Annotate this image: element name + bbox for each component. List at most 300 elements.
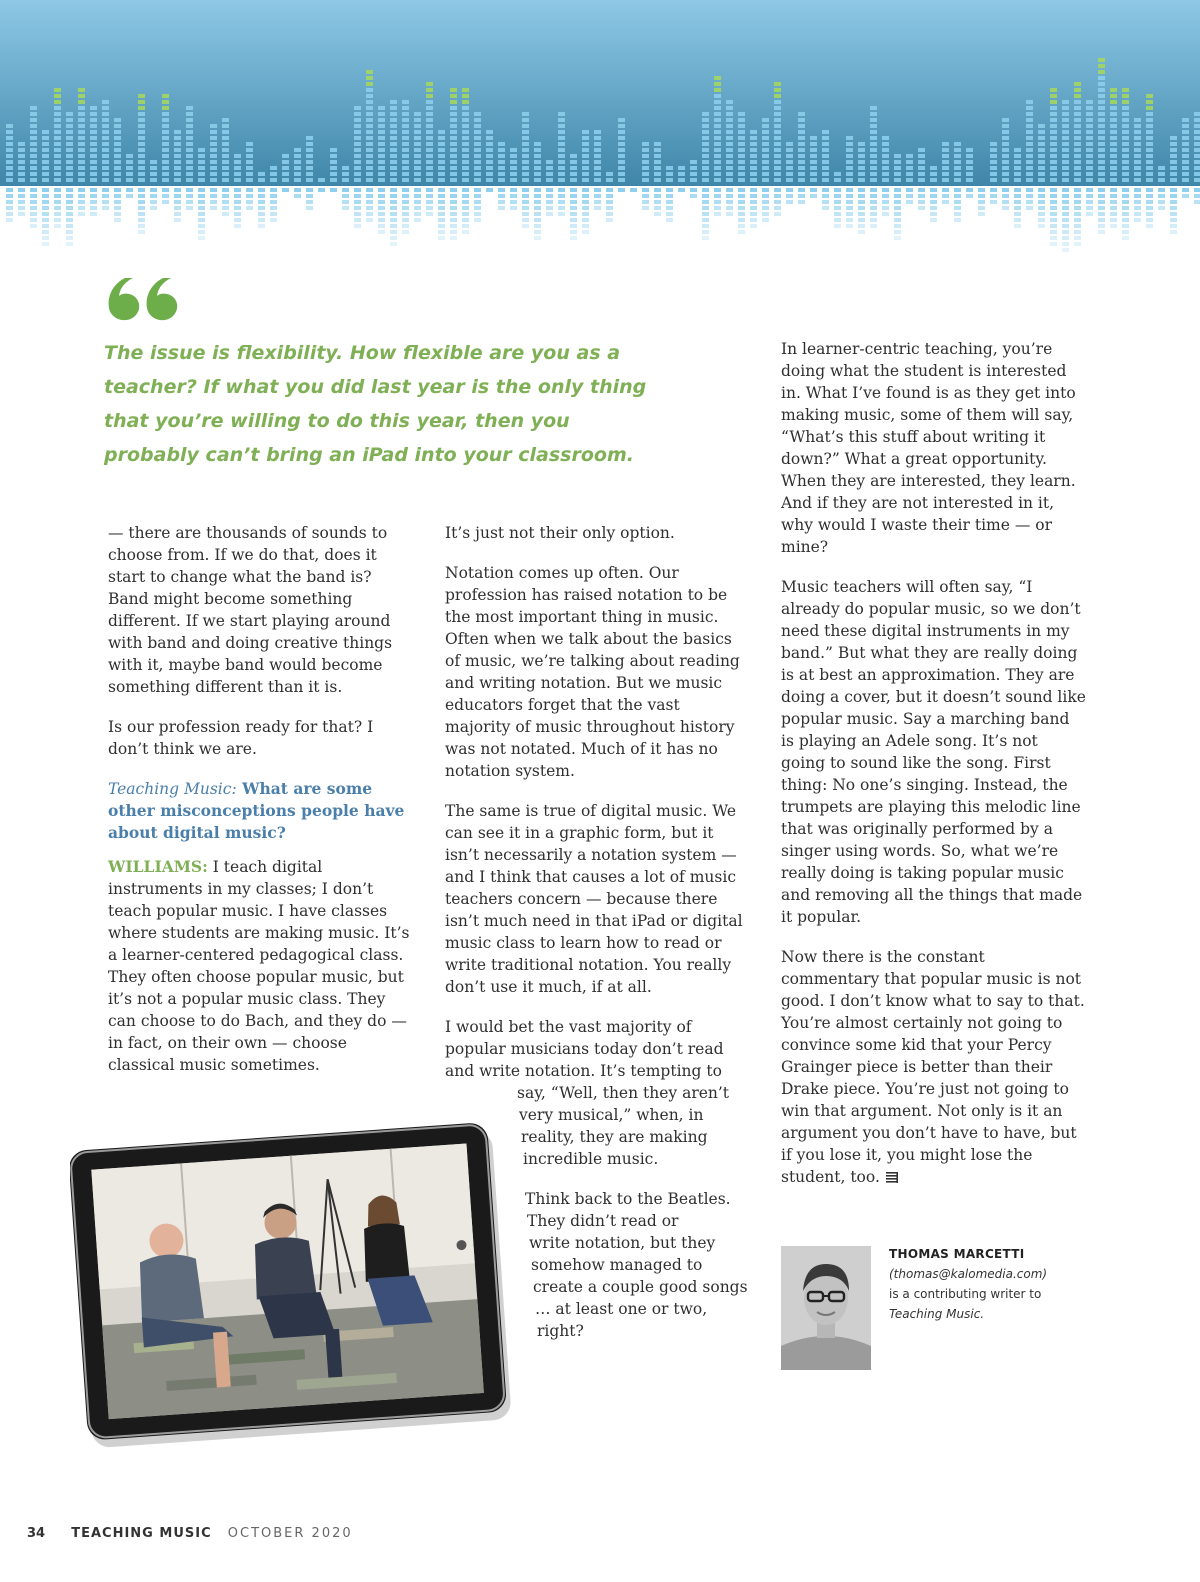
equalizer-segment: [162, 160, 169, 164]
equalizer-segment: [402, 172, 409, 176]
equalizer-segment: [1026, 118, 1033, 122]
equalizer-segment: [618, 160, 625, 164]
text-line: They didn’t read or: [527, 1212, 679, 1230]
equalizer-segment: [702, 160, 709, 164]
equalizer-reflection-segment: [198, 212, 205, 216]
equalizer-reflection-segment: [246, 194, 253, 198]
equalizer-segment: [354, 172, 361, 176]
equalizer-segment: [150, 172, 157, 176]
equalizer-reflection-segment: [546, 212, 553, 216]
equalizer-segment: [474, 166, 481, 170]
equalizer-segment: [1014, 160, 1021, 164]
equalizer-segment: [1158, 178, 1165, 182]
equalizer-segment: [1074, 82, 1081, 86]
equalizer-segment: [894, 172, 901, 176]
equalizer-segment: [618, 154, 625, 158]
equalizer-segment: [1170, 166, 1177, 170]
equalizer-segment: [30, 106, 37, 110]
equalizer-segment: [1050, 88, 1057, 92]
equalizer-segment: [210, 172, 217, 176]
equalizer-segment: [366, 82, 373, 86]
equalizer-reflection-segment: [594, 200, 601, 204]
equalizer-segment: [714, 76, 721, 80]
equalizer-reflection-segment: [462, 200, 469, 204]
equalizer-segment: [114, 160, 121, 164]
equalizer-segment: [414, 112, 421, 116]
equalizer-segment: [438, 154, 445, 158]
equalizer-reflection-segment: [534, 224, 541, 228]
equalizer-segment: [78, 94, 85, 98]
text-line: right?: [537, 1322, 584, 1340]
equalizer-segment: [486, 166, 493, 170]
equalizer-segment: [330, 160, 337, 164]
equalizer-segment: [1038, 130, 1045, 134]
equalizer-segment: [354, 178, 361, 182]
equalizer-segment: [642, 142, 649, 146]
equalizer-segment: [906, 172, 913, 176]
equalizer-segment: [342, 172, 349, 176]
equalizer-reflection-segment: [522, 212, 529, 216]
equalizer-reflection-segment: [570, 194, 577, 198]
equalizer-reflection-segment: [1122, 206, 1129, 210]
equalizer-segment: [534, 178, 541, 182]
equalizer-reflection-segment: [390, 224, 397, 228]
equalizer-segment: [870, 112, 877, 116]
equalizer-segment: [1110, 106, 1117, 110]
equalizer-reflection-segment: [498, 200, 505, 204]
equalizer-segment: [954, 172, 961, 176]
equalizer-reflection-segment: [1098, 188, 1105, 192]
equalizer-segment: [1074, 148, 1081, 152]
equalizer-segment: [162, 148, 169, 152]
equalizer-reflection-segment: [666, 188, 673, 192]
equalizer-reflection-segment: [6, 188, 13, 192]
equalizer-segment: [378, 142, 385, 146]
equalizer-segment: [354, 106, 361, 110]
equalizer-segment: [858, 142, 865, 146]
equalizer-segment: [462, 148, 469, 152]
equalizer-segment: [618, 124, 625, 128]
equalizer-reflection-segment: [1146, 200, 1153, 204]
equalizer-reflection-segment: [390, 242, 397, 246]
equalizer-segment: [186, 172, 193, 176]
equalizer-segment: [66, 154, 73, 158]
equalizer-reflection-segment: [582, 200, 589, 204]
equalizer-reflection-segment: [1122, 218, 1129, 222]
equalizer-segment: [714, 94, 721, 98]
equalizer-segment: [1122, 124, 1129, 128]
equalizer-reflection-segment: [546, 206, 553, 210]
equalizer-reflection-segment: [414, 206, 421, 210]
tablet-classroom-photo: [70, 1122, 515, 1452]
equalizer-reflection-segment: [930, 218, 937, 222]
equalizer-reflection-segment: [846, 194, 853, 198]
equalizer-reflection-segment: [378, 224, 385, 228]
equalizer-segment: [714, 166, 721, 170]
equalizer-reflection-segment: [606, 194, 613, 198]
equalizer-segment: [1074, 172, 1081, 176]
equalizer-reflection-segment: [402, 200, 409, 204]
equalizer-segment: [462, 88, 469, 92]
equalizer-reflection-segment: [978, 212, 985, 216]
equalizer-segment: [246, 148, 253, 152]
equalizer-reflection-segment: [222, 194, 229, 198]
paragraph: The same is true of digital music. We can see it in a graphic form, but it isn’t necessarily a notation system — and I think that causes a lot of music teachers concern — because there isn’t much need in that iPad or digital music class to learn how to read or write traditional notation. You really don’t use it much, if at all.: [445, 802, 743, 996]
equalizer-reflection-segment: [726, 188, 733, 192]
equalizer-segment: [570, 160, 577, 164]
equalizer-reflection-segment: [90, 188, 97, 192]
equalizer-reflection-segment: [474, 194, 481, 198]
equalizer-segment: [798, 124, 805, 128]
equalizer-segment: [702, 166, 709, 170]
equalizer-segment: [6, 160, 13, 164]
equalizer-reflection-segment: [30, 218, 37, 222]
equalizer-segment: [882, 172, 889, 176]
equalizer-segment: [1062, 136, 1069, 140]
equalizer-segment: [1146, 124, 1153, 128]
equalizer-segment: [426, 124, 433, 128]
equalizer-segment: [1026, 160, 1033, 164]
equalizer-segment: [558, 136, 565, 140]
equalizer-segment: [594, 154, 601, 158]
equalizer-segment: [210, 130, 217, 134]
equalizer-reflection-segment: [954, 212, 961, 216]
equalizer-segment: [54, 124, 61, 128]
equalizer-segment: [90, 112, 97, 116]
equalizer-segment: [1110, 178, 1117, 182]
paragraph: — there are thousands of sounds to choose from. If we do that, does it start to change what the band is? Band might become something different. If we start playing around with band and doing creative things with it, maybe band would become something different than it is.: [108, 524, 393, 696]
equalizer-segment: [474, 178, 481, 182]
equalizer-segment: [726, 130, 733, 134]
equalizer-segment: [654, 172, 661, 176]
equalizer-reflection-segment: [234, 224, 241, 228]
text-line: reality, they are making: [521, 1128, 708, 1146]
equalizer-reflection-segment: [378, 206, 385, 210]
equalizer-reflection-segment: [198, 230, 205, 234]
equalizer-segment: [1146, 130, 1153, 134]
equalizer-segment: [378, 148, 385, 152]
equalizer-segment: [18, 142, 25, 146]
equalizer-segment: [882, 154, 889, 158]
equalizer-segment: [894, 160, 901, 164]
equalizer-segment: [918, 148, 925, 152]
equalizer-segment: [18, 160, 25, 164]
equalizer-segment: [54, 106, 61, 110]
equalizer-segment: [30, 178, 37, 182]
text-line: write notation, but they: [529, 1234, 716, 1252]
equalizer-reflection-segment: [978, 194, 985, 198]
equalizer-reflection-segment: [1014, 194, 1021, 198]
equalizer-segment: [54, 100, 61, 104]
equalizer-segment: [882, 160, 889, 164]
equalizer-segment: [1038, 172, 1045, 176]
equalizer-segment: [1050, 136, 1057, 140]
equalizer-segment: [870, 118, 877, 122]
equalizer-segment: [438, 148, 445, 152]
equalizer-segment: [306, 142, 313, 146]
equalizer-segment: [690, 172, 697, 176]
equalizer-reflection-segment: [894, 236, 901, 240]
equalizer-segment: [1134, 118, 1141, 122]
equalizer-segment: [42, 178, 49, 182]
equalizer-segment: [1026, 106, 1033, 110]
equalizer-reflection-segment: [738, 188, 745, 192]
equalizer-reflection-segment: [1110, 188, 1117, 192]
equalizer-segment: [918, 154, 925, 158]
equalizer-reflection-segment: [834, 206, 841, 210]
equalizer-segment: [762, 130, 769, 134]
equalizer-reflection-segment: [786, 200, 793, 204]
equalizer-segment: [1122, 160, 1129, 164]
equalizer-reflection-segment: [294, 188, 301, 192]
equalizer-segment: [162, 142, 169, 146]
equalizer-segment: [774, 172, 781, 176]
equalizer-reflection-segment: [1026, 188, 1033, 192]
text-line: somehow managed to: [531, 1256, 703, 1274]
equalizer-reflection-segment: [354, 200, 361, 204]
equalizer-segment: [18, 148, 25, 152]
equalizer-reflection-segment: [138, 230, 145, 234]
equalizer-reflection-segment: [894, 194, 901, 198]
equalizer-segment: [1038, 154, 1045, 158]
equalizer-segment: [870, 178, 877, 182]
equalizer-reflection-segment: [870, 200, 877, 204]
equalizer-reflection-segment: [762, 200, 769, 204]
equalizer-segment: [366, 118, 373, 122]
equalizer-segment: [210, 136, 217, 140]
equalizer-segment: [462, 130, 469, 134]
equalizer-segment: [1146, 166, 1153, 170]
equalizer-reflection-segment: [954, 188, 961, 192]
equalizer-reflection-segment: [306, 194, 313, 198]
equalizer-reflection-segment: [54, 224, 61, 228]
equalizer-segment: [558, 130, 565, 134]
equalizer-segment: [174, 130, 181, 134]
equalizer-reflection-segment: [1146, 224, 1153, 228]
author-email: (thomas@kalomedia.com): [889, 1267, 1048, 1281]
equalizer-reflection-segment: [858, 188, 865, 192]
equalizer-segment: [450, 160, 457, 164]
equalizer-reflection-segment: [858, 200, 865, 204]
equalizer-reflection-segment: [702, 206, 709, 210]
equalizer-segment: [246, 154, 253, 158]
equalizer-reflection-segment: [894, 188, 901, 192]
equalizer-reflection-segment: [42, 236, 49, 240]
equalizer-reflection-segment: [258, 218, 265, 222]
equalizer-segment: [486, 160, 493, 164]
equalizer-segment: [858, 160, 865, 164]
equalizer-reflection-segment: [702, 200, 709, 204]
equalizer-segment: [738, 172, 745, 176]
equalizer-segment: [126, 160, 133, 164]
equalizer-segment: [822, 154, 829, 158]
equalizer-reflection-segment: [330, 188, 337, 192]
equalizer-reflection-segment: [1026, 206, 1033, 210]
equalizer-segment: [774, 148, 781, 152]
equalizer-segment: [510, 154, 517, 158]
equalizer-segment: [522, 148, 529, 152]
equalizer-reflection-segment: [726, 206, 733, 210]
equalizer-reflection-segment: [402, 188, 409, 192]
equalizer-reflection-segment: [1110, 206, 1117, 210]
equalizer-reflection-segment: [258, 224, 265, 228]
equalizer-segment: [1182, 124, 1189, 128]
equalizer-segment: [714, 136, 721, 140]
equalizer-segment: [450, 178, 457, 182]
equalizer-segment: [366, 166, 373, 170]
equalizer-segment: [450, 172, 457, 176]
equalizer-segment: [1158, 172, 1165, 176]
equalizer-segment: [1110, 130, 1117, 134]
equalizer-segment: [306, 136, 313, 140]
equalizer-reflection-segment: [774, 206, 781, 210]
equalizer-segment: [1086, 112, 1093, 116]
equalizer-segment: [1146, 178, 1153, 182]
equalizer-segment: [390, 160, 397, 164]
equalizer-segment: [402, 112, 409, 116]
equalizer-reflection-segment: [66, 212, 73, 216]
equalizer-reflection-segment: [774, 212, 781, 216]
equalizer-segment: [474, 130, 481, 134]
equalizer-segment: [906, 166, 913, 170]
text-line: … at least one or two,: [535, 1300, 708, 1318]
equalizer-segment: [414, 124, 421, 128]
equalizer-reflection-segment: [582, 194, 589, 198]
equalizer-reflection-segment: [342, 206, 349, 210]
equalizer-reflection-segment: [570, 230, 577, 234]
equalizer-reflection-segment: [774, 188, 781, 192]
equalizer-reflection-segment: [594, 206, 601, 210]
equalizer-segment: [1098, 130, 1105, 134]
equalizer-reflection-segment: [894, 224, 901, 228]
equalizer-reflection-segment: [702, 218, 709, 222]
equalizer-reflection-segment: [78, 188, 85, 192]
equalizer-segment: [1134, 172, 1141, 176]
equalizer-reflection-segment: [198, 188, 205, 192]
equalizer-reflection-segment: [210, 194, 217, 198]
equalizer-reflection-segment: [534, 236, 541, 240]
equalizer-segment: [78, 106, 85, 110]
equalizer-reflection-segment: [1062, 206, 1069, 210]
equalizer-segment: [498, 160, 505, 164]
equalizer-segment: [750, 166, 757, 170]
equalizer-reflection-segment: [438, 200, 445, 204]
equalizer-segment: [222, 142, 229, 146]
equalizer-segment: [366, 70, 373, 74]
equalizer-segment: [138, 118, 145, 122]
equalizer-segment: [102, 160, 109, 164]
equalizer-segment: [786, 172, 793, 176]
equalizer-reflection-segment: [450, 194, 457, 198]
equalizer-segment: [1062, 160, 1069, 164]
equalizer-segment: [474, 136, 481, 140]
equalizer-segment: [426, 178, 433, 182]
equalizer-reflection-segment: [714, 212, 721, 216]
equalizer-reflection-segment: [954, 194, 961, 198]
equalizer-segment: [1098, 88, 1105, 92]
equalizer-segment: [474, 148, 481, 152]
equalizer-segment: [522, 142, 529, 146]
equalizer-reflection-segment: [54, 194, 61, 198]
equalizer-reflection-segment: [510, 188, 517, 192]
equalizer-reflection-segment: [1062, 224, 1069, 228]
equalizer-segment: [378, 160, 385, 164]
equalizer-reflection-segment: [822, 206, 829, 210]
equalizer-segment: [90, 136, 97, 140]
equalizer-reflection-segment: [414, 212, 421, 216]
equalizer-segment: [1026, 136, 1033, 140]
equalizer-reflection-segment: [378, 218, 385, 222]
equalizer-segment: [198, 166, 205, 170]
equalizer-reflection-segment: [546, 200, 553, 204]
equalizer-reflection-segment: [90, 200, 97, 204]
equalizer-reflection-segment: [1146, 194, 1153, 198]
equalizer-segment: [378, 172, 385, 176]
end-of-article-icon: [886, 1172, 898, 1183]
equalizer-segment: [1122, 148, 1129, 152]
equalizer-segment: [1014, 148, 1021, 152]
equalizer-segment: [906, 160, 913, 164]
equalizer-segment: [1110, 112, 1117, 116]
equalizer-reflection-segment: [366, 200, 373, 204]
equalizer-segment: [162, 172, 169, 176]
equalizer-segment: [30, 112, 37, 116]
equalizer-reflection-segment: [1050, 212, 1057, 216]
equalizer-segment: [138, 154, 145, 158]
equalizer-segment: [438, 172, 445, 176]
equalizer-segment: [762, 136, 769, 140]
equalizer-segment: [1002, 142, 1009, 146]
equalizer-segment: [114, 172, 121, 176]
equalizer-reflection-segment: [702, 212, 709, 216]
equalizer-segment: [1074, 94, 1081, 98]
equalizer-segment: [750, 154, 757, 158]
equalizer-segment: [1146, 160, 1153, 164]
equalizer-reflection-segment: [1050, 242, 1057, 246]
equalizer-reflection-segment: [198, 236, 205, 240]
equalizer-reflection-segment: [306, 200, 313, 204]
equalizer-reflection-segment: [378, 194, 385, 198]
equalizer-reflection-segment: [522, 206, 529, 210]
equalizer-segment: [6, 148, 13, 152]
equalizer-segment: [162, 136, 169, 140]
equalizer-segment: [558, 154, 565, 158]
equalizer-segment: [1062, 130, 1069, 134]
equalizer-reflection-segment: [54, 200, 61, 204]
equalizer-reflection-segment: [1074, 230, 1081, 234]
equalizer-reflection-segment: [1050, 224, 1057, 228]
equalizer-segment: [6, 166, 13, 170]
equalizer-segment: [510, 166, 517, 170]
equalizer-segment: [870, 124, 877, 128]
equalizer-segment: [378, 118, 385, 122]
equalizer-segment: [1086, 154, 1093, 158]
equalizer-reflection-segment: [66, 194, 73, 198]
equalizer-segment: [882, 178, 889, 182]
equalizer-reflection-segment: [558, 212, 565, 216]
equalizer-reflection-segment: [474, 200, 481, 204]
equalizer-reflection-segment: [882, 212, 889, 216]
equalizer-reflection-segment: [30, 224, 37, 228]
equalizer-reflection-segment: [930, 200, 937, 204]
equalizer-segment: [1098, 94, 1105, 98]
equalizer-segment: [1182, 160, 1189, 164]
question-text: What are some other misconceptions people have about digital music?: [108, 779, 405, 842]
equalizer-reflection-segment: [522, 194, 529, 198]
equalizer-segment: [774, 112, 781, 116]
equalizer-reflection-segment: [906, 188, 913, 192]
equalizer-segment: [102, 142, 109, 146]
